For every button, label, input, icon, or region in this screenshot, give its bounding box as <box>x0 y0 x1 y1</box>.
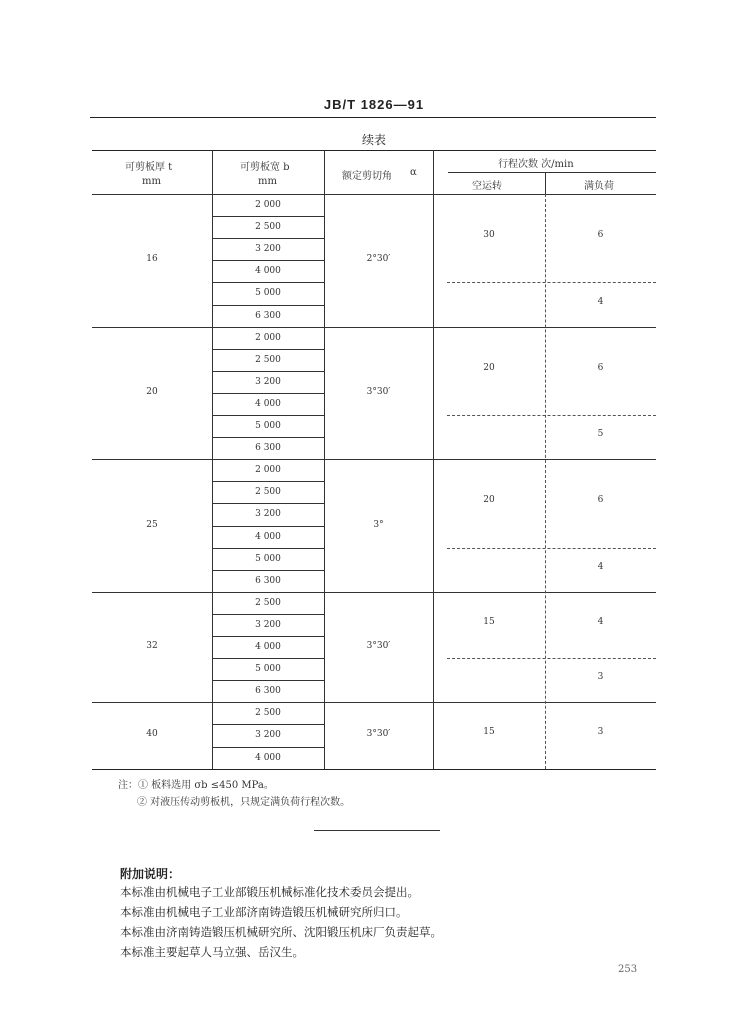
group-rule <box>92 459 656 460</box>
strokes-load-cell: 6 <box>597 230 604 241</box>
strokes-split-rule <box>447 548 656 549</box>
group-rule <box>92 327 656 328</box>
column-divider <box>545 194 546 769</box>
header-strokes-load: 满负荷 <box>584 181 614 192</box>
strokes-split-rule <box>447 282 656 283</box>
width-cell: 3 200 <box>255 730 281 741</box>
header-angle: 额定剪切角 <box>342 171 392 182</box>
standard-code: JB/T 1826—91 <box>323 97 425 112</box>
strokes-empty-cell: 20 <box>483 495 495 506</box>
header-thickness-unit: mm <box>142 176 161 187</box>
header-strokes: 行程次数 次/min <box>498 159 574 170</box>
row-rule <box>212 393 324 394</box>
width-cell: 2 000 <box>255 332 281 343</box>
width-cell: 5 000 <box>255 553 281 564</box>
width-cell: 2 000 <box>255 465 281 476</box>
header-rule <box>90 117 656 118</box>
width-cell: 3 200 <box>255 244 281 255</box>
additional-line: 本标准由机械电子工业部锻压机械标准化技术委员会提出。 <box>120 885 419 899</box>
width-cell: 6 300 <box>255 686 281 697</box>
strokes-load-cell: 4 <box>597 296 604 307</box>
row-rule <box>212 658 324 659</box>
header-angle-symbol: α <box>410 167 417 178</box>
row-rule <box>212 216 324 217</box>
row-rule <box>212 415 324 416</box>
row-rule <box>212 282 324 283</box>
width-cell: 4 000 <box>255 642 281 652</box>
row-rule <box>212 747 324 748</box>
angle-cell: 3° <box>373 519 384 530</box>
strokes-empty-cell: 20 <box>483 362 495 373</box>
additional-title: 附加说明： <box>120 867 181 881</box>
row-rule <box>212 680 324 681</box>
strokes-split-rule <box>447 415 656 416</box>
width-cell: 5 000 <box>255 288 281 299</box>
strokes-subheader-rule <box>448 172 656 173</box>
column-divider <box>212 194 213 769</box>
group-rule <box>92 702 656 703</box>
strokes-split-rule <box>447 658 656 659</box>
strokes-empty-cell: 15 <box>483 727 495 738</box>
strokes-load-cell: 6 <box>597 495 604 506</box>
section-separator <box>314 830 440 831</box>
note-1: 注：① 板料选用 σb ≤450 MPa。 <box>118 780 274 791</box>
row-rule <box>212 238 324 239</box>
row-rule <box>212 526 324 527</box>
strokes-load-cell: 3 <box>597 727 604 738</box>
width-cell: 2 500 <box>255 487 281 498</box>
strokes-load-cell: 3 <box>597 672 604 683</box>
row-rule <box>212 349 324 350</box>
width-cell: 6 300 <box>255 575 281 586</box>
angle-cell: 3°30′ <box>366 641 391 652</box>
row-rule <box>212 614 324 615</box>
strokes-load-cell: 4 <box>597 561 604 572</box>
header-strokes-empty: 空运转 <box>472 181 502 192</box>
column-divider <box>324 194 325 769</box>
width-cell: 2 500 <box>255 354 281 365</box>
strokes-empty-cell: 30 <box>483 230 495 241</box>
width-cell: 3 200 <box>255 376 281 387</box>
row-rule <box>212 570 324 571</box>
row-rule <box>212 636 324 637</box>
thickness-cell: 40 <box>146 729 158 740</box>
group-rule <box>92 769 656 770</box>
width-cell: 2 500 <box>255 708 281 719</box>
column-divider <box>433 194 434 769</box>
header-bottom-rule <box>92 194 656 195</box>
row-rule <box>212 305 324 306</box>
width-cell: 4 000 <box>255 266 281 277</box>
strokes-load-cell: 4 <box>597 616 604 627</box>
additional-line: 本标准由济南铸造锻压机械研究所、沈阳锻压机床厂负责起草。 <box>120 925 442 939</box>
additional-line: 本标准主要起草人马立强、岳汉生。 <box>120 945 304 959</box>
header-divider <box>212 150 213 194</box>
header-divider <box>433 150 434 194</box>
width-cell: 4 000 <box>255 752 281 763</box>
angle-cell: 3°30′ <box>366 729 391 740</box>
thickness-cell: 25 <box>146 519 158 530</box>
continued-label: 续表 <box>361 133 386 147</box>
page-number: 253 <box>618 964 638 975</box>
width-cell: 2 500 <box>255 597 281 608</box>
header-thickness: 可剪板厚 t <box>125 162 173 173</box>
row-rule <box>212 371 324 372</box>
header-width: 可剪板宽 b <box>240 162 290 173</box>
note-2: ② 对液压传动剪板机，只规定满负荷行程次数。 <box>137 797 351 808</box>
header-divider <box>545 172 546 194</box>
width-cell: 6 300 <box>255 443 281 454</box>
width-cell: 5 000 <box>255 421 281 431</box>
thickness-cell: 32 <box>146 641 158 652</box>
row-rule <box>212 503 324 504</box>
header-divider <box>324 150 325 194</box>
angle-cell: 3°30′ <box>366 386 391 397</box>
angle-cell: 2°30′ <box>366 254 391 265</box>
additional-line: 本标准由机械电子工业部济南铸造锻压机械研究所归口。 <box>120 905 408 919</box>
row-rule <box>212 260 324 261</box>
width-cell: 3 200 <box>255 509 281 520</box>
width-cell: 2 000 <box>255 200 281 210</box>
row-rule <box>212 724 324 725</box>
table-top-rule <box>92 150 656 151</box>
row-rule <box>212 437 324 438</box>
width-cell: 4 000 <box>255 531 281 542</box>
width-cell: 3 200 <box>255 619 281 630</box>
width-cell: 4 000 <box>255 398 281 409</box>
group-rule <box>92 592 656 593</box>
width-cell: 6 300 <box>255 310 281 321</box>
thickness-cell: 16 <box>146 254 158 265</box>
width-cell: 2 500 <box>255 222 281 233</box>
row-rule <box>212 481 324 482</box>
thickness-cell: 20 <box>146 386 158 397</box>
width-cell: 5 000 <box>255 664 281 675</box>
strokes-load-cell: 6 <box>597 362 604 373</box>
strokes-load-cell: 5 <box>597 429 604 440</box>
header-width-unit: mm <box>258 176 277 187</box>
strokes-empty-cell: 15 <box>483 616 495 627</box>
row-rule <box>212 548 324 549</box>
